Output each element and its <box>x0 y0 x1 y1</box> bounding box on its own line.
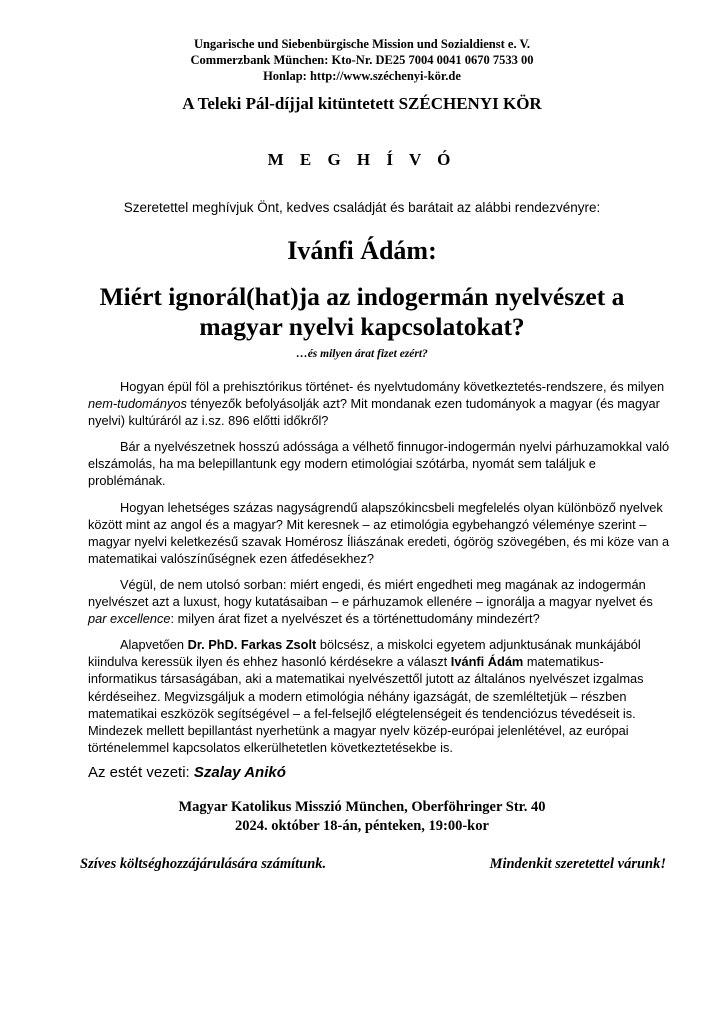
host-name: Szalay Anikó <box>193 764 286 781</box>
paragraph-2: Bár a nyelvészetnek hosszú adóssága a vélhető finnugor-indogermán nyelvi párhuzamokkal való elszámolás, ha ma belepillantunk egy modern etimológiai szótárba, nyomát sem találjuk e problémának. <box>88 439 670 489</box>
lecture-title: Miért ignorál(hat)ja az indogermán nyelvészet a magyar nyelvi kapcsolatokat? <box>99 282 625 341</box>
paragraph-5: Alapvetően Dr. PhD. Farkas Zsolt bölcsész, a miskolci egyetem adjunktusának munkájából kiindulva keressük ilyen és ehhez hasonló kérdésekre a választ Ivánfi Ádám matematikus-informatikus társaságában, aki a matematikai nyelvészettől jutott az általános nyelvészet izgalmas kérdéseihez. Megvizsgáljuk a modern etimológia néhány igazságát, de szemléltetjük – részben matematikai eszközök segítségével – a fel-felsejlő elégtelenségeit és tendenciózus tévedéseit is. Mindezek mellett bepillantást nyerhetünk a magyar nyelv közép-európai jelenlétével, az európai történelemmel kapcsolatos elkerülhetetlen következtetésekbe is. <box>88 637 644 755</box>
header-homepage: Honlap: http://www.széchenyi-kör.de <box>263 69 461 83</box>
speaker-name: Ivánfi Ádám: <box>287 236 437 265</box>
footer-welcome: Mindenkit szeretettel várunk! <box>489 856 666 872</box>
venue-place: Magyar Katolikus Misszió München, Oberföhringer Str. 40 <box>178 799 546 815</box>
venue-datetime: 2024. október 18-án, pénteken, 19:00-kor <box>235 818 489 834</box>
paragraph-1: Hogyan épül föl a prehisztórikus történet- és nyelvtudomány következtetés-rendszere, és milyen nem-tudományos tényezők befolyásolják azt? Mit mondanak ezen tudományok a magyar (és magyar nyelvi) kultúráról az i.sz. 896 előtti időkről? <box>88 379 665 429</box>
paragraph-4: Végül, de nem utolsó sorban: miért engedi, és miért engedheti meg magának az indogermán nyelvészet azt a luxust, hogy kutatásaiban – e párhuzamok ellenére – ignorálja a magyar nyelvet és par excellence: milyen árat fizet a nyelvészet és a történettudomány mindezért? <box>88 576 653 627</box>
host-line <box>88 764 286 781</box>
lecture-subtitle: …és milyen árat fizet ezért? <box>296 348 428 360</box>
invitation-heading: M E G H Í V Ó <box>267 150 457 169</box>
host-label: Az estét vezeti: <box>88 764 194 781</box>
invite-text: Szeretettel meghívjuk Önt, kedves családját és barátait az alábbi rendezvényre: <box>123 200 601 215</box>
paragraph-3: Hogyan lehetséges százas nagyságrendű alapszókincsbeli megfelelés olyan különböző nyelvek között mint az angol és a magyar? Mit keresnek – az etimológia egybehangzó véleménye szerint – magyar nyelvi keletkezésű szavak Homérosz Íliászának eredeti, ógörög szövegében, és mi köze van a matematikai valószínűségnek ezen átfedésekhez? <box>88 499 670 566</box>
footer-contribution: Szíves költséghozzájárulására számítunk. <box>80 856 327 872</box>
header-bank: Commerzbank München: Kto-Nr. DE25 7004 0041 0670 7533 00 <box>190 53 534 67</box>
award-line: A Teleki Pál-díjjal kitüntetett SZÉCHENYI KÖR <box>182 94 542 113</box>
body-text <box>88 378 672 765</box>
header-org: Ungarische und Siebenbürgische Mission und Sozialdienst e. V. <box>193 37 531 51</box>
